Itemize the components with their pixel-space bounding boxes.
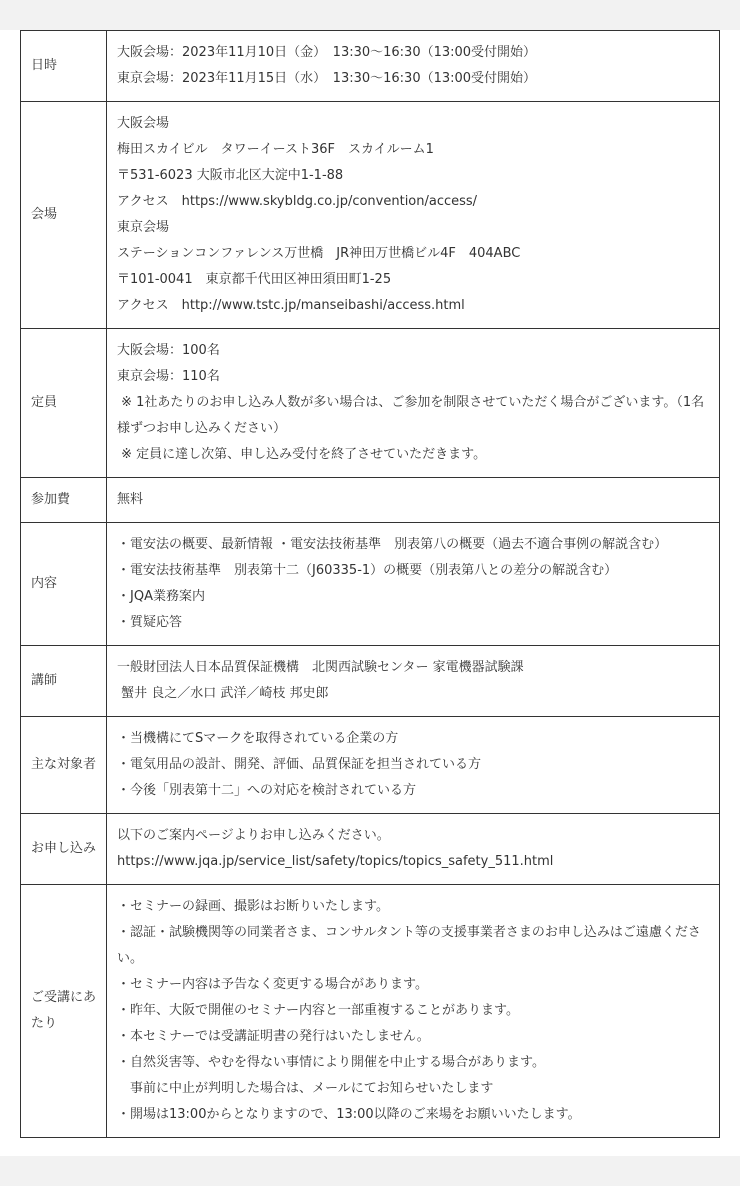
row-label: 参加費 [21,478,107,523]
row-label: 日時 [21,31,107,102]
row-line: ・当機構にてSマークを取得されている企業の方 [117,731,399,746]
row-line: 蟹井 良之／水口 武洋／崎枝 邦史郎 [117,686,329,701]
row-label: 内容 [21,523,107,646]
row-line: 〒101-0041 東京都千代田区神田須田町1-25 [117,272,392,287]
row-line: 以下のご案内ページよりお申し込みください。 [117,828,390,843]
row-line: 無料 [117,492,144,507]
row-label: 定員 [21,329,107,478]
row-line: 大阪会場 [117,116,170,131]
row-line: 東京会場：110名 [117,369,220,384]
row-line: 梅田スカイビル タワーイースト36F スカイルーム1 [117,142,434,157]
row-label: 会場 [21,102,107,329]
row-line: 大阪会場：2023年11月10日（金） 13:30～16:30（13:00受付開始） [117,45,537,60]
row-line: ・昨年、大阪で開催のセミナー内容と一部重複することがあります。 [117,1003,519,1018]
access-link[interactable]: アクセス http://www.tstc.jp/manseibashi/access.html [117,298,465,313]
row-value [107,31,720,102]
application-link[interactable]: https://www.jqa.jp/service_list/safety/topics/topics_safety_511.html [117,854,554,869]
row-line: 〒531-6023 大阪市北区大淀中1-1-88 [117,168,344,183]
row-notes [21,885,720,1138]
row-label: 主な対象者 [21,717,107,814]
row-line: 東京会場：2023年11月15日（水） 13:30～16:30（13:00受付開始） [117,71,537,86]
row-fee [21,478,720,523]
row-value [107,717,720,814]
row-datetime [21,31,720,102]
row-value [107,102,720,329]
row-label: お申し込み [21,814,107,885]
row-value [107,329,720,478]
row-line: 一般財団法人日本品質保証機構 北関西試験センター 家電機器試験課 [117,660,524,675]
access-link[interactable]: アクセス https://www.skybldg.co.jp/convention/access/ [117,194,478,209]
row-value [107,646,720,717]
row-line: ・質疑応答 [117,615,183,630]
row-line: ※ 定員に達し次第、申し込み受付を終了させていただきます。 [117,447,487,462]
row-venue [21,102,720,329]
row-line: 東京会場 [117,220,170,235]
seminar-info-table [20,30,720,1138]
row-line: ・電安法の概要、最新情報 ・電安法技術基準 別表第八の概要（過去不適合事例の解説含む） [117,537,668,552]
row-label: 講師 [21,646,107,717]
row-audience [21,717,720,814]
row-line: ・セミナーの録画、撮影はお断りいたします。 [117,899,389,914]
row-label: ご受講にあたり [21,885,107,1138]
row-capacity [21,329,720,478]
row-line: ・電気用品の設計、開発、評価、品質保証を担当されている方 [117,757,482,772]
row-content [21,523,720,646]
row-lecturer [21,646,720,717]
row-line: ・自然災害等、やむを得ない事情により開催を中止する場合があります。 [117,1055,545,1070]
row-line: ステーションコンファレンス万世橋 JR神田万世橋ビル4F 404ABC [117,246,521,261]
row-value [107,814,720,885]
row-value [107,885,720,1138]
row-line: ・本セミナーでは受講証明書の発行はいたしません。 [117,1029,430,1044]
row-line: ・認証・試験機関等の同業者さま、コンサルタント等の支援事業者さまのお申し込みはご遠慮ください。 [117,925,701,966]
row-value [107,523,720,646]
row-line: ・開場は13:00からとなりますので、13:00以降のご来場をお願いいたします。 [117,1107,581,1122]
row-line: ・セミナー内容は予告なく変更する場合があります。 [117,977,428,992]
row-line: ※ 1社あたりのお申し込み人数が多い場合は、ご参加を制限させていただく場合がございます。（1名様ずつお申し込みください） [117,395,705,436]
row-line: ・JQA業務案内 [117,589,205,604]
row-line: ・今後「別表第十二」への対応を検討されている方 [117,783,417,798]
row-application [21,814,720,885]
row-line: ・電安法技術基準 別表第十二（J60335-1）の概要（別表第八との差分の解説含む） [117,563,618,578]
row-value [107,478,720,523]
row-line: 事前に中止が判明した場合は、メールにてお知らせいたします [117,1081,494,1096]
row-line: 大阪会場：100名 [117,343,220,358]
